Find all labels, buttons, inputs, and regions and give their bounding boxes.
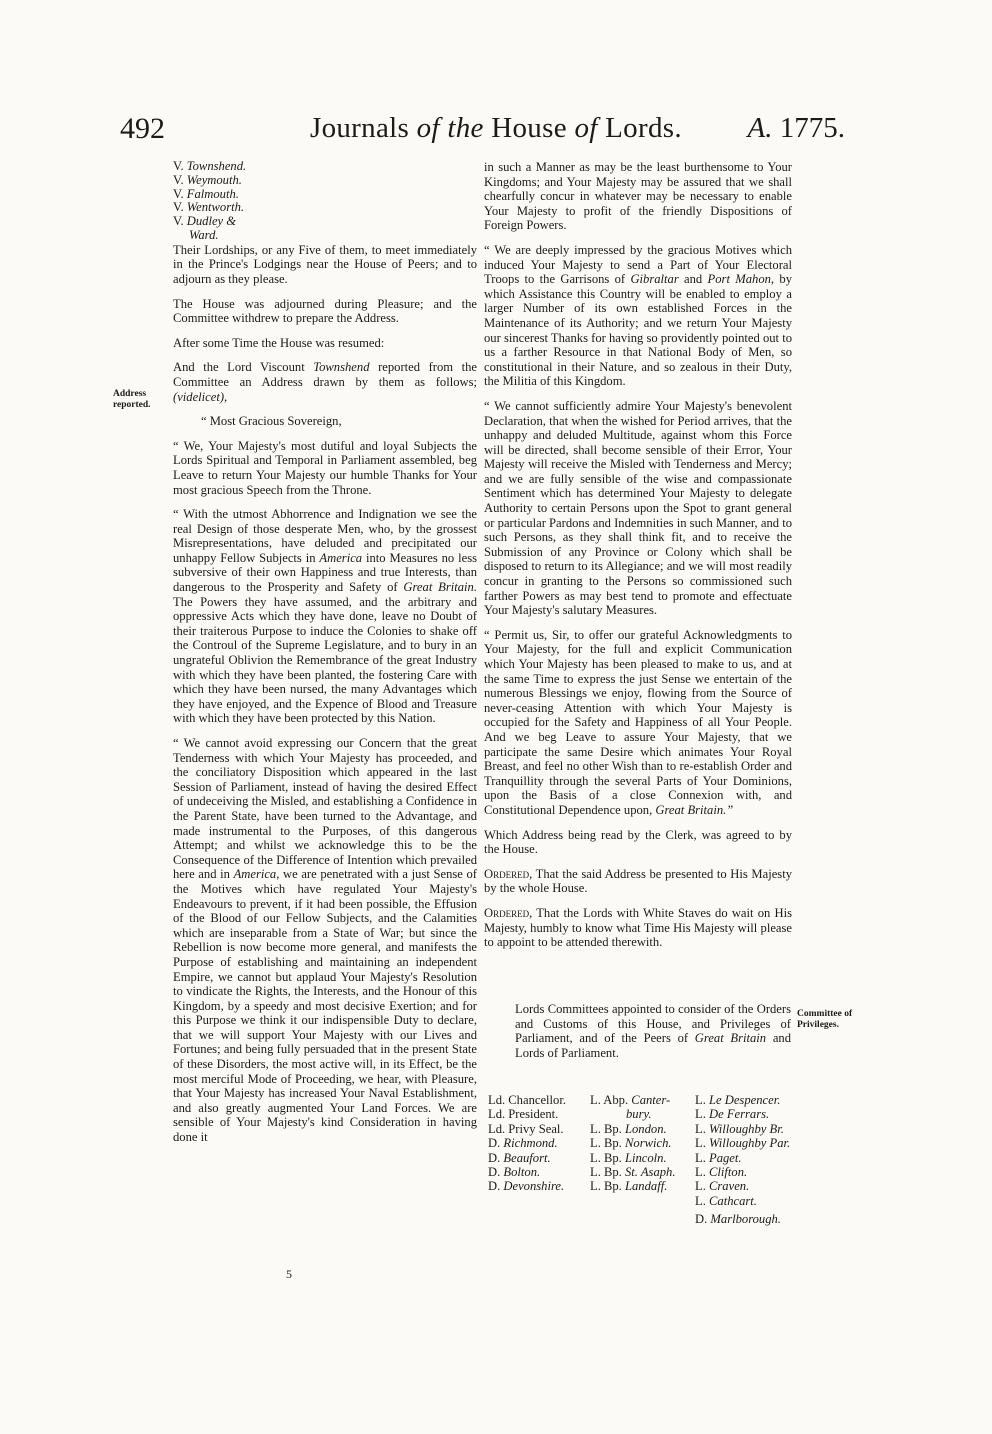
committee-list-col-2 [590,1093,676,1194]
peer-entry: V. Dudley & [173,214,237,229]
right-column [484,160,792,960]
committee-member: L. Abp. Canter- [590,1093,671,1107]
paragraph-we: “ We, Your Majesty's most dutiful and loyal Subjects the Lords Spiritual and Temporal in Parliament assembled, beg Leave to return Your Majesty our humble Thanks for Your most gracious Speech from the Throne. [173,438,477,497]
signature-mark: 5 [286,1267,292,1281]
paragraph-ordered-2: Ordered, That the Lords with White Staves do wait on His Majesty, humbly to know what Time His Majesty will please to appoint to be attended therewith. [484,905,792,950]
committee-member: L. Bp. Landaff. [590,1179,668,1194]
committee-member: L. Bp. Lincoln. [590,1150,667,1165]
page-header [120,112,845,152]
committee-list-col-1 [488,1093,566,1194]
peer-entry: V. Townshend. [173,159,247,173]
peer-entry: Ward. [189,227,219,242]
paragraph-permit: “ Permit us, Sir, to offer our grateful Acknowledgments to Your Majesty, for the full and explicit Communication which Your Majesty has been pleased to make to us, and at the same Time to express the just Sense we entertain of the numerous Blessings we enjoy, flowing from the Source of never-ceasing Attention with which Your Majesty is occupied for the Safety and Happiness of all Your People. And we beg Leave to assure Your Majesty, that we participate the same Desire which animates Your Royal Breast, and feel no other Wish than to re-establish Order and Tranquillity through the several Parts of Your Dominions, upon the Basis of a close Connexion with, and Constitutional Dependence upon, Great Britain.” [484,627,792,817]
page-number: 492 [120,112,165,145]
paragraph-concern: “ We cannot avoid expressing our Concern that the great Tenderness with which Your Majesty has proceeded, and the conciliatory Disposition which appeared in the last Session of Parliament, instead of having the desired Effect of undeceiving the Misled, and establishing a Confidence in the Parent State, have been turned to the Advantage, and made instrumental to the Purposes, of this dangerous Attempt; and whilst we acknowledge this to be the Consequence of the Difference of Intention which prevailed here and in America, we are penetrated with a just Sense of the Motives which have regulated Your Majesty's Endeavours to prevent, if it had been possible, the Effusion of the Blood of our Fellow Subjects, and the Calamities which are inseparable from a State of War; but since the Rebellion is now become more general, and manifests the Purpose of establishing and maintaining an independent Empire, we cannot but applaud Your Majesty's Resolution to vindicate the Rights, the Interests, and the Honour of this Kingdom, by a speedy and most decisive Exertion; and for this Purpose we think it our indispensible Duty to declare, that we will support Your Majesty with our Lives and Fortunes; and being fully persuaded that in the present State of these Disorders, the most active will, in its Effect, be the most merciful Mode of Proceeding, we hear, with Pleasure, that Your Majesty has increased Your Naval Establishment, and also greatly augmented Your Land Forces. We are sensible of Your Majesty's kind Consideration in having done it [173,736,477,1145]
salutation: “ Most Gracious Sovereign, [201,414,342,429]
margin-note-address-reported: Address reported. [113,389,151,410]
committee-member: Ld. President. [488,1107,559,1122]
committee-member: L. Bp. London. [590,1121,667,1136]
paragraph-motives: “ We are deeply impressed by the gracious Motives which induced Your Majesty to send a Part of Your Electoral Troops to the Garrisons of Gibraltar and Port Mahon, by which Assistance this Country will be enabled to employ a larger Number of its own established Forces in the Maintenance of its Authority; and we return Your Majesty our sincerest Thanks for having so providently pointed out to us a farther Resource in that National Body of Men, so constitutional in their Nature, and so zealous in their Duty, the Militia of this Kingdom. [484,242,792,389]
committee-member: L. Willoughby Par. [695,1136,791,1151]
committee-member: L. Clifton. [695,1165,748,1180]
committee-list-col-3 [695,1093,790,1227]
committee-member: Ld. Privy Seal. [488,1121,564,1136]
committee-member: L. Bp. Norwich. [590,1136,672,1151]
committee-member: D. Richmond. [488,1136,558,1151]
committee-member: Ld. Chancellor. [488,1093,566,1107]
committee-member: L. Craven. [695,1179,750,1194]
committee-member: L. Cathcart. [695,1193,757,1208]
committee-member: L. Willoughby Br. [695,1121,784,1136]
paragraph-reported: And the Lord Viscount Townshend reported from the Committee an Address drawn by them as follows; (videlicet), [173,360,477,404]
page-year: A. 1775. [747,112,845,144]
committee-member: D. Devonshire. [488,1179,565,1194]
committee-member: D. Marlborough. [695,1212,781,1227]
committee-member: L. Le Despencer. [695,1093,781,1107]
viscount-list [173,160,477,243]
margin-note-committee-privileges: Committee of Privileges. [797,1009,853,1030]
committee-member: D. Beaufort. [488,1150,551,1165]
committee-member: L. Paget. [695,1150,742,1165]
paragraph-resumed: After some Time the House was resumed: [173,335,385,350]
paragraph-admire: “ We cannot sufficiently admire Your Majesty's benevolent Declaration, that when the wished for Period arrives, that the unhappy and deluded Multitude, against whom this Force will be directed, shall become sensible of their Error, Your Majesty will receive the Misled with Tenderness and Mercy; and we are fully sensible of the wise and compassionate Sentiment which has determined Your Majesty to delegate Authority to certain Persons upon the Spot to grant general or particular Pardons and Indemnities in such Manner, and to such Persons, as they shall think fit, and to receive the Submission of any Province or Colony which shall be disposed to return to its Allegiance; and we will most readily concur in granting to the Persons so commissioned such farther Powers as may best tend to promote and effectuate Your Majesty's salutary Measures. [484,398,792,618]
journal-title: Journals of the House of Lords. [310,112,682,144]
peer-entry: V. Wentworth. [173,200,245,215]
left-column [173,160,477,1155]
peer-entry: V. Weymouth. [173,172,242,187]
paragraph-adjourned: The House was adjourned during Pleasure; and the Committee withdrew to prepare the Address. [173,296,477,326]
committee-member: D. Bolton. [488,1165,541,1180]
committee-intro: Lords Committees appointed to consider of the Orders and Customs of this House, and Privileges of Parliament, and of the Peers of Great Britain and Lords of Parliament. [515,1002,792,1060]
peer-entry: V. Falmouth. [173,186,239,201]
paragraph-lordships: Their Lordships, or any Five of them, to meet immediately in the Prince's Lodgings near the House of Peers; and to adjourn as they please. [173,242,477,286]
committee-member: bury. [626,1107,652,1122]
paragraph-agreed: Which Address being read by the Clerk, was agreed to by the House. [484,827,792,857]
committee-member: L. De Ferrars. [695,1107,770,1122]
committee-lists [488,1093,808,1233]
committee-member: L. Bp. St. Asaph. [590,1165,676,1180]
paragraph-ordered-1: Ordered, That the said Address be presented to His Majesty by the whole House. [484,866,792,896]
paragraph-continued: in such a Manner as may be the least burthensome to Your Kingdoms; and Your Majesty may be assured that we shall chearfully concur in whatever may be necessary to enable Your Majesty to profit of the friendly Dispositions of Foreign Powers. [484,160,792,233]
paragraph-abhorrence: “ With the utmost Abhorrence and Indignation we see the real Design of those desperate Men, who, by the grossest Misrepresentations, have deluded and precipitated our unhappy Fellow Subjects in America into Measures no less subversive of their own Happiness and true Interests, than dangerous to the Prosperity and Safety of Great Britain. The Powers they have assumed, and the arbitrary and oppressive Acts which they have done, leave no Doubt of their traiterous Purpose to induce the Colonies to shake off the Controul of the Supreme Legislature, and to bury in an ungrateful Oblivion the Remembrance of the great Industry with which they have been planted, the fostering Care with which they have been nursed, the many Advantages which they have enjoyed, and the Expence of Blood and Treasure with which they have been protected by this Nation. [173,507,478,726]
